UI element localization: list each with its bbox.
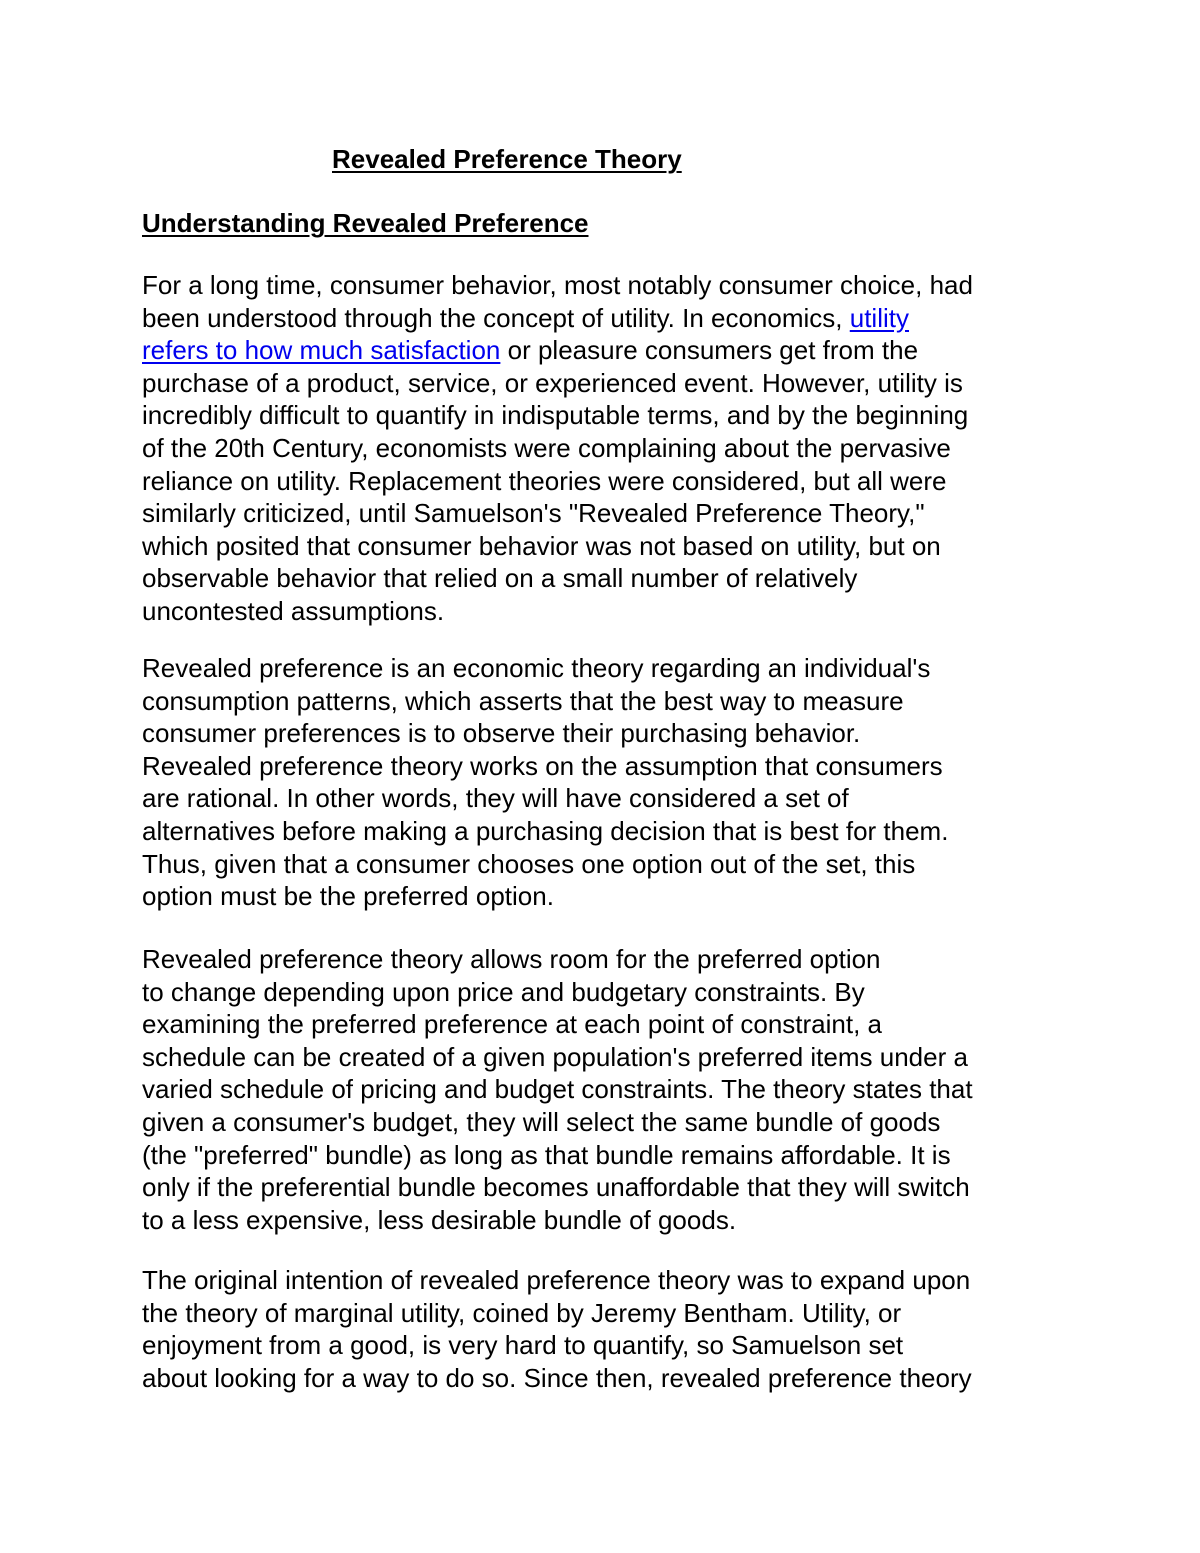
paragraph-line: varied schedule of pricing and budget constraints. The theory states that bbox=[142, 1074, 973, 1105]
paragraph-line: reliance on utility. Replacement theories were considered, but all were bbox=[142, 465, 947, 496]
paragraph-line: The original intention of revealed preference theory was to expand upon bbox=[142, 1265, 971, 1295]
paragraph-line: the theory of marginal utility, coined by Jeremy Bentham. Utility, or bbox=[142, 1297, 902, 1328]
paragraph-line: consumer preferences is to observe their purchasing behavior. bbox=[142, 718, 861, 749]
paragraph-line: schedule can be created of a given population's preferred items under a bbox=[142, 1041, 968, 1072]
paragraph-line: purchase of a product, service, or experienced event. However, utility is bbox=[142, 367, 963, 398]
paragraph-line: option must be the preferred option. bbox=[142, 881, 554, 912]
paragraph-2 bbox=[142, 652, 1072, 913]
document-title: Revealed Preference Theory bbox=[332, 144, 682, 174]
paragraph-line: consumption patterns, which asserts that the best way to measure bbox=[142, 685, 904, 716]
paragraph-line: given a consumer's budget, they will select the same bundle of goods bbox=[142, 1106, 941, 1137]
paragraph-line bbox=[142, 302, 1072, 335]
paragraph-line bbox=[142, 334, 1072, 367]
paragraph-line: which posited that consumer behavior was not based on utility, but on bbox=[142, 530, 941, 561]
paragraph-line: (the "preferred" bundle) as long as that bundle remains affordable. It is bbox=[142, 1139, 951, 1170]
paragraph-line: For a long time, consumer behavior, most notably consumer choice, had bbox=[142, 270, 973, 300]
line-text: or pleasure consumers get from the bbox=[500, 335, 919, 366]
paragraph-line: are rational. In other words, they will have considered a set of bbox=[142, 783, 849, 814]
paragraph-line: Thus, given that a consumer chooses one option out of the set, this bbox=[142, 848, 916, 879]
paragraph-line: enjoyment from a good, is very hard to quantify, so Samuelson set bbox=[142, 1330, 904, 1361]
paragraph-line: uncontested assumptions. bbox=[142, 595, 445, 626]
paragraph-line: observable behavior that relied on a small number of relatively bbox=[142, 563, 858, 594]
paragraph-line: similarly criticized, until Samuelson's "Revealed Preference Theory," bbox=[142, 498, 925, 529]
paragraph-line: alternatives before making a purchasing decision that is best for them. bbox=[142, 815, 949, 846]
paragraph-line: only if the preferential bundle becomes unaffordable that they will switch bbox=[142, 1172, 970, 1203]
paragraph-line: Revealed preference theory allows room for the preferred option bbox=[142, 944, 881, 974]
line-text: been understood through the concept of utility. In economics, bbox=[142, 302, 850, 333]
paragraph-line: Revealed preference theory works on the assumption that consumers bbox=[142, 750, 943, 781]
paragraph-line: to change depending upon price and budgetary constraints. By bbox=[142, 976, 865, 1007]
paragraph-line: examining the preferred preference at each point of constraint, a bbox=[142, 1009, 882, 1040]
utility-link-continued[interactable]: refers to how much satisfaction bbox=[142, 335, 501, 366]
paragraph-line: to a less expensive, less desirable bundle of goods. bbox=[142, 1204, 737, 1235]
paragraph-3 bbox=[142, 943, 1072, 1236]
paragraph-line: incredibly difficult to quantify in indisputable terms, and by the beginning bbox=[142, 400, 969, 431]
utility-link[interactable]: utility bbox=[849, 302, 909, 333]
paragraph-line: of the 20th Century, economists were complaining about the pervasive bbox=[142, 432, 951, 463]
section-heading: Understanding Revealed Preference bbox=[142, 208, 589, 238]
paragraph-line: about looking for a way to do so. Since then, revealed preference theory bbox=[142, 1362, 972, 1393]
paragraph-1 bbox=[142, 269, 1072, 628]
paragraph-4 bbox=[142, 1264, 1072, 1394]
paragraph-line: Revealed preference is an economic theory regarding an individual's bbox=[142, 653, 931, 683]
